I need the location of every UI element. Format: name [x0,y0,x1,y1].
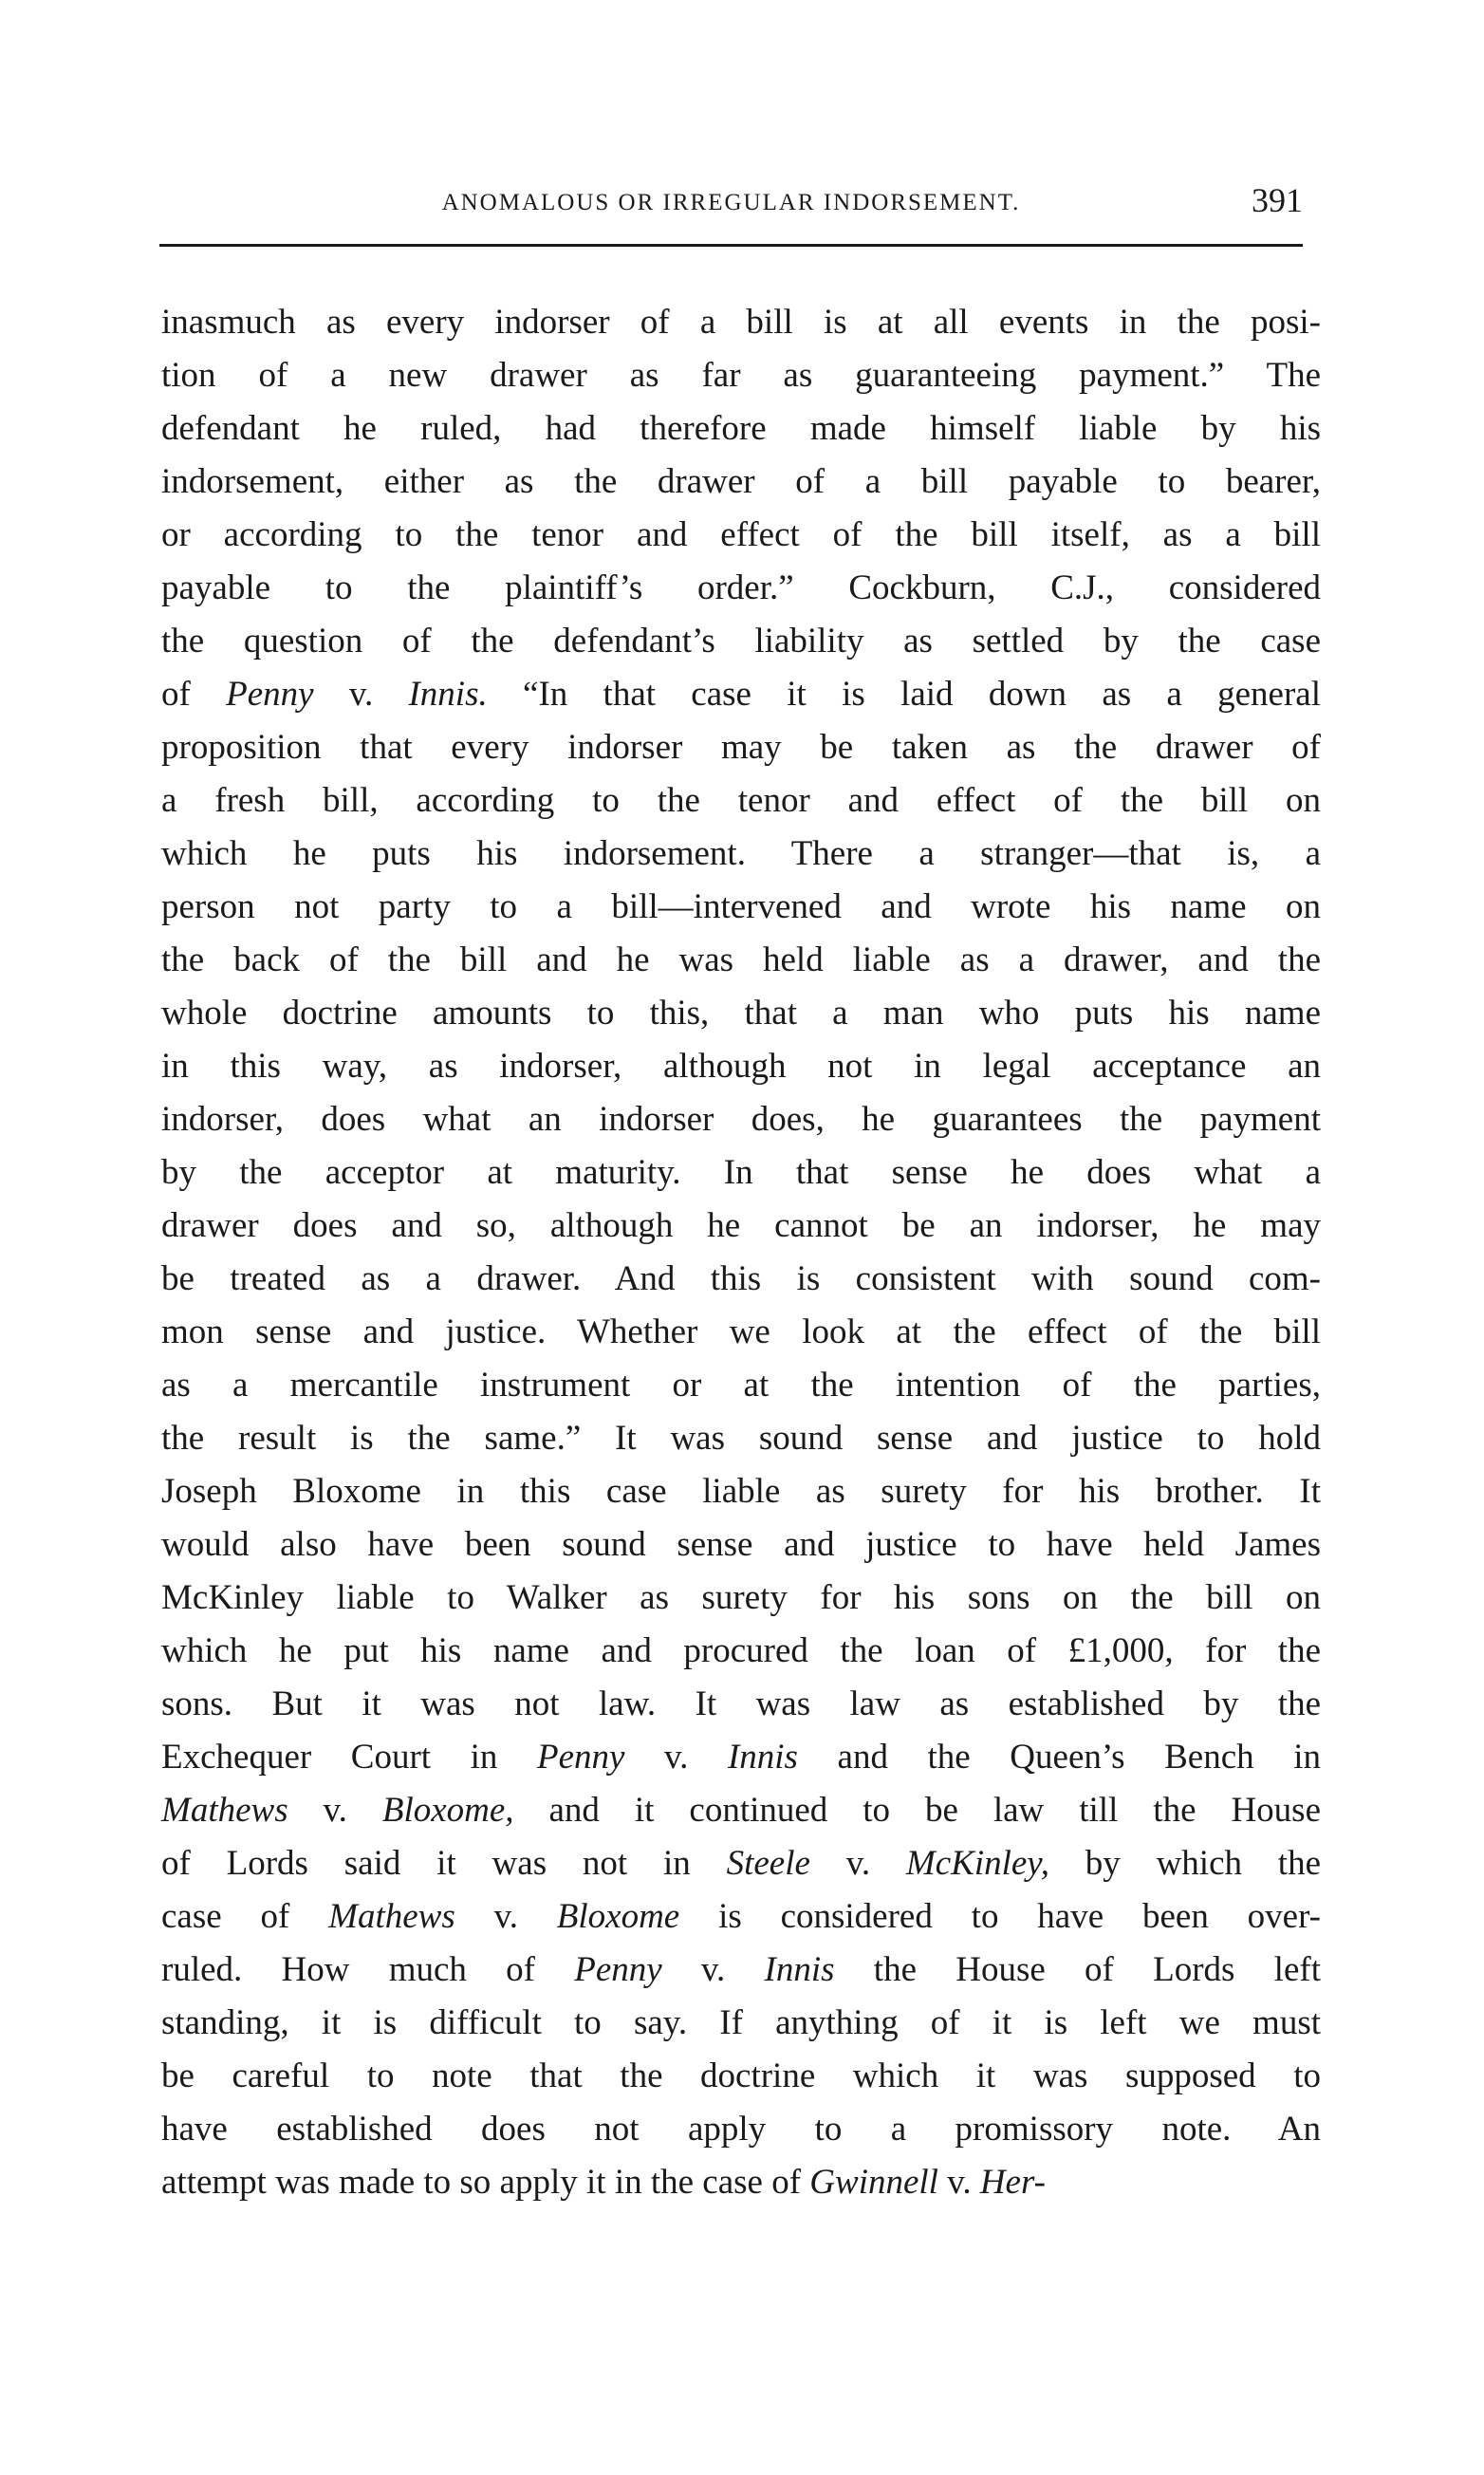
text-segment: the House of Lords left [834,1950,1321,1989]
text-line [161,987,1321,1040]
text-segment: be careful to note that the doctrine which it was supposed to [161,2056,1321,2095]
text-line [161,934,1321,987]
text-line [161,1890,1321,1944]
text-line [161,1412,1321,1465]
text-segment: indorsement, either as the drawer of a bill payable to bearer, [161,462,1321,501]
text-segment: McKinley liable to Walker as surety for his sons on the bill on [161,1578,1321,1617]
text-line [161,402,1321,456]
text-segment: in this way, as indorser, although not in legal acceptance an [161,1047,1321,1086]
text-segment: and it continued to be law till the House [513,1791,1321,1830]
text-line [161,1518,1321,1572]
text-segment: person not party to a bill—intervened and wrote his name on [161,887,1321,926]
text-line [161,2156,1321,2209]
header-rule [159,244,1303,247]
case-name: Innis [764,1950,835,1989]
case-name: Innis [727,1738,798,1777]
text-segment: ruled. How much of [161,1950,575,1989]
text-line [161,1944,1321,1997]
text-segment: be treated as a drawer. And this is consistent with sound com- [161,1259,1321,1298]
text-segment: drawer does and so, although he cannot be an indorser, he may [161,1206,1321,1245]
text-segment: defendant he ruled, had therefore made himself liable by his [161,409,1321,448]
text-line [161,456,1321,509]
text-segment: which he puts his indorsement. There a stranger—that is, a [161,834,1321,873]
text-line [161,1625,1321,1678]
text-segment: the back of the bill and he was held liable as a drawer, and the [161,940,1321,979]
text-line [161,1731,1321,1784]
text-line [161,721,1321,774]
case-name: Bloxome, [381,1791,514,1830]
running-head [159,180,1303,233]
text-segment: inasmuch as every indorser of a bill is at all events in the posi- [161,303,1321,342]
body-text [161,296,1321,2209]
text-line [161,1093,1321,1146]
text-line [161,2103,1321,2156]
running-title: ANOMALOUS OR IRREGULAR INDORSEMENT. [441,190,1021,215]
case-name: Mathews [161,1791,288,1830]
case-name: Innis. [408,675,488,714]
text-segment: v. [454,1897,557,1936]
text-line [161,1306,1321,1359]
text-segment: v. [937,2163,980,2202]
case-name: Penny [574,1950,662,1989]
text-segment: by which the [1048,1844,1322,1883]
text-segment: the result is the same.” It was sound sense and justice to hold [161,1419,1321,1458]
text-segment: “In that case it is laid down as a general [487,675,1321,714]
text-segment: attempt was made to so apply it in the case of [161,2163,810,2202]
text-line [161,1146,1321,1200]
text-line [161,1784,1321,1837]
case-name: Gwinnell [809,2163,938,2202]
text-segment: as a mercantile instrument or at the intention of the parties, [161,1366,1321,1405]
text-line [161,828,1321,881]
text-segment: payable to the plaintiff’s order.” Cockburn, C.J., considered [161,568,1321,607]
text-line [161,562,1321,615]
text-line [161,1200,1321,1253]
case-name: Penny [226,675,314,714]
text-segment: tion of a new drawer as far as guaranteeing payment.” The [161,356,1321,395]
text-line [161,1837,1321,1890]
text-segment: is considered to have been over- [679,1897,1321,1936]
text-segment: proposition that every indorser may be taken as the drawer of [161,728,1321,767]
text-segment: have established does not apply to a promissory note. An [161,2110,1321,2149]
text-segment: which he put his name and procured the loan of £1,000, for the [161,1631,1321,1670]
case-name: Mathews [328,1897,455,1936]
case-name: Penny [536,1738,625,1777]
text-segment: v. [661,1950,765,1989]
text-segment: v. [288,1791,382,1830]
case-name: Bloxome [556,1897,680,1936]
text-segment: the question of the defendant’s liability as settled by the case [161,622,1321,661]
text-segment: indorser, does what an indorser does, he guarantees the payment [161,1100,1321,1139]
page-number: 391 [1252,181,1303,219]
text-segment: by the acceptor at maturity. In that sense he does what a [161,1153,1321,1192]
text-line [161,349,1321,402]
text-line [161,1253,1321,1306]
text-segment: and the Queen’s Bench in [797,1738,1322,1777]
text-line [161,1359,1321,1412]
text-line [161,1465,1321,1518]
text-line [161,881,1321,934]
text-line [161,774,1321,828]
text-segment: a fresh bill, according to the tenor and effect of the bill on [161,781,1321,820]
text-line [161,509,1321,562]
text-segment: of [161,675,227,714]
text-segment: v. [809,1844,906,1883]
case-name: Her- [979,2163,1046,2202]
text-segment: standing, it is difficult to say. If anything of it is left we must [161,2003,1321,2042]
text-line [161,1997,1321,2050]
text-segment: of Lords said it was not in [161,1844,727,1883]
text-segment: case of [161,1897,329,1936]
text-segment: v. [624,1738,728,1777]
text-line [161,1678,1321,1731]
text-line [161,1040,1321,1093]
text-segment: Exchequer Court in [161,1738,537,1777]
text-line [161,615,1321,668]
text-line [161,296,1321,349]
text-line [161,668,1321,721]
text-segment: or according to the tenor and effect of the bill itself, as a bill [161,515,1321,554]
text-line [161,1572,1321,1625]
case-name: McKinley, [905,1844,1049,1883]
text-segment: mon sense and justice. Whether we look at the effect of the bill [161,1312,1321,1351]
text-segment: v. [313,675,409,714]
case-name: Steele [726,1844,810,1883]
text-segment: whole doctrine amounts to this, that a man who puts his name [161,994,1321,1033]
text-line [161,2050,1321,2103]
text-segment: would also have been sound sense and justice to have held James [161,1525,1321,1564]
text-segment: Joseph Bloxome in this case liable as surety for his brother. It [161,1472,1321,1511]
text-segment: sons. But it was not law. It was law as established by the [161,1684,1321,1723]
